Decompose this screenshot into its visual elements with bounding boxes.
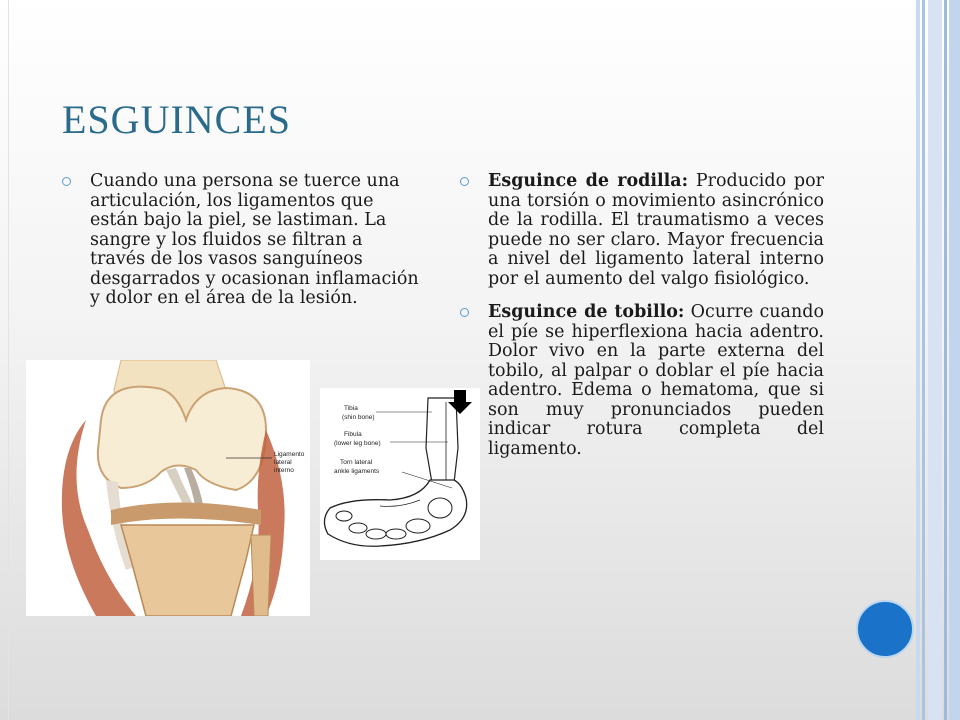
ankle-sprain-heading: Esguince de tobillo: <box>488 302 685 322</box>
knee-label-3: interno <box>274 467 294 474</box>
knee-label-2: lateral <box>274 459 292 466</box>
accent-circle <box>856 600 914 658</box>
list-item <box>460 172 824 289</box>
right-bullet-list <box>460 172 824 473</box>
bullet-icon <box>460 177 469 186</box>
knee-label-1: Ligamento <box>274 451 305 458</box>
ankle-ligament-image <box>320 388 480 560</box>
left-bullet-text: Cuando una persona se tuerce una articulación, los ligamentos que están bajo la piel, se lastiman. La sangre y los fluidos se filtran a través de los vasos sanguíneos desgarrados y ocasionan inflamación y dolor en el área de la lesión. <box>90 171 419 308</box>
knee-sprain-text: Producido por una torsión o movimiento asincrónico de la rodilla. El traumatismo a veces puede no ser claro. Mayor frecuencia a nivel del ligamento lateral interno por el aumento del valgo fisiológico. <box>488 171 824 289</box>
left-bullet-list <box>62 172 422 323</box>
knee-sprain-heading: Esguince de rodilla: <box>488 171 689 191</box>
ankle-label-torn: Torn lateral <box>340 459 373 466</box>
ankle-label-fibula: Fibula <box>344 431 362 438</box>
bullet-icon <box>62 177 71 186</box>
ankle-label-fibula-sub: (lower leg bone) <box>334 440 381 447</box>
list-item <box>460 303 824 459</box>
ankle-label-torn-sub: ankle ligaments <box>334 468 380 475</box>
bullet-icon <box>460 308 469 317</box>
slide-title: ESGUINCES <box>62 97 292 142</box>
ankle-label-tibia-sub: (shin bone) <box>342 414 375 421</box>
ankle-sprain-text: Ocurre cuando el píe se hiperflexiona hacia adentro. Dolor vivo en la parte externa del tobilo, al palpar o doblar el píe hacia adentro. Edema o hematoma, que si son muy pronunciados pueden indicar rotura completa del ligamento. <box>488 302 824 459</box>
decorative-side-bars <box>916 0 960 720</box>
list-item <box>62 172 422 309</box>
ankle-label-tibia: Tibia <box>344 405 358 412</box>
knee-ligament-image <box>26 360 310 616</box>
